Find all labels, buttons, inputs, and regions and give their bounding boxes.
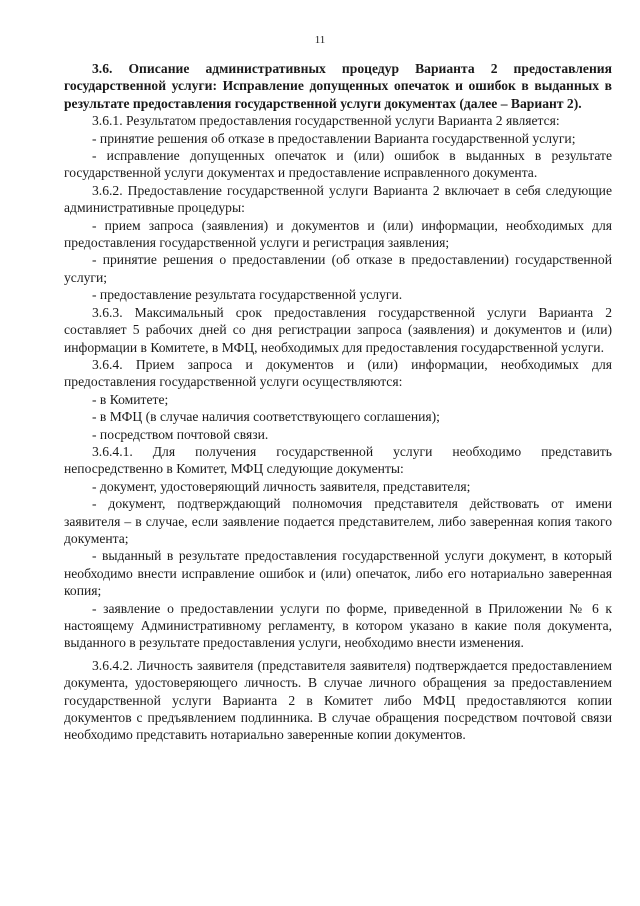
paragraph: 3.6.4.2. Личность заявителя (представителя заявителя) подтверждается предоставлением документа, удостоверяющего личность. В случае личного обращения за предоставлением государственной услуги Варианта 2 в Комитет либо МФЦ предоставляются копии документов с предъявлением подлинника. В случае обращения посредством почтовой связи необходимо представить нотариально заверенные копии документов. <box>64 657 612 743</box>
list-item: - посредством почтовой связи. <box>92 426 269 442</box>
paragraph: 3.6.2. Предоставление государственной услуги Варианта 2 включает в себя следующие административные процедуры: <box>64 182 612 216</box>
page-number: 11 <box>314 34 326 46</box>
list-item: - заявление о предоставлении услуги по форме, приведенной в Приложении № 6 к настоящему Административному регламенту, в котором указано в какие поля документа, выданного в результате предоставления услуги, необходимо внести изменения. <box>64 600 612 651</box>
list-item: - прием запроса (заявления) и документов и (или) информации, необходимых для предоставления государственной услуги и регистрация заявления; <box>64 217 612 251</box>
list-item: - принятие решения о предоставлении (об отказе в предоставлении) государственной услуги; <box>64 252 612 285</box>
list-item: - исправление допущенных опечаток и (или) ошибок в выданных в результате государственной услуги документах и предоставление исправленного документа. <box>64 148 612 181</box>
list-item: - документ, удостоверяющий личность заявителя, представителя; <box>92 478 471 494</box>
paragraph: 3.6.3. Максимальный срок предоставления государственной услуги Варианта 2 составляет 5 рабочих дней со дня регистрации запроса (заявления) и документов и (или) информации в Комитете, в МФЦ, необходимых для предоставления государственной услуги. <box>64 304 612 355</box>
list-item: - принятие решения об отказе в предоставлении Варианта государственной услуги; <box>92 130 576 146</box>
paragraph: 3.6.4. Прием запроса и документов и (или) информации, необходимых для предоставления государственной услуги осуществляются: <box>64 356 612 390</box>
list-item: - документ, подтверждающий полномочия представителя действовать от имени заявителя – в случае, если заявление подается представителем, либо заверенная копия такого документа; <box>64 496 612 546</box>
list-item: - предоставление результата государственной услуги. <box>92 287 403 303</box>
paragraph: 3.6.1. Результатом предоставления государственной услуги Варианта 2 является: <box>92 113 560 129</box>
section-heading: 3.6. Описание административных процедур Варианта 2 предоставления государственной услуги: Исправление допущенных опечаток и ошибок в выданных в результате предоставления государственной услуги документах (далее – Вариант 2). <box>64 61 612 111</box>
list-item: - в Комитете; <box>92 391 169 407</box>
list-item: - в МФЦ (в случае наличия соответствующего соглашения); <box>92 409 440 425</box>
paragraph: 3.6.4.1. Для получения государственной услуги необходимо представить непосредственно в Комитет, МФЦ следующие документы: <box>64 443 612 477</box>
document-body <box>64 60 612 744</box>
list-item: - выданный в результате предоставления государственной услуги документ, в который необходимо внести исправление ошибок и (или) опечаток, либо его нотариально заверенная копия; <box>64 548 612 599</box>
